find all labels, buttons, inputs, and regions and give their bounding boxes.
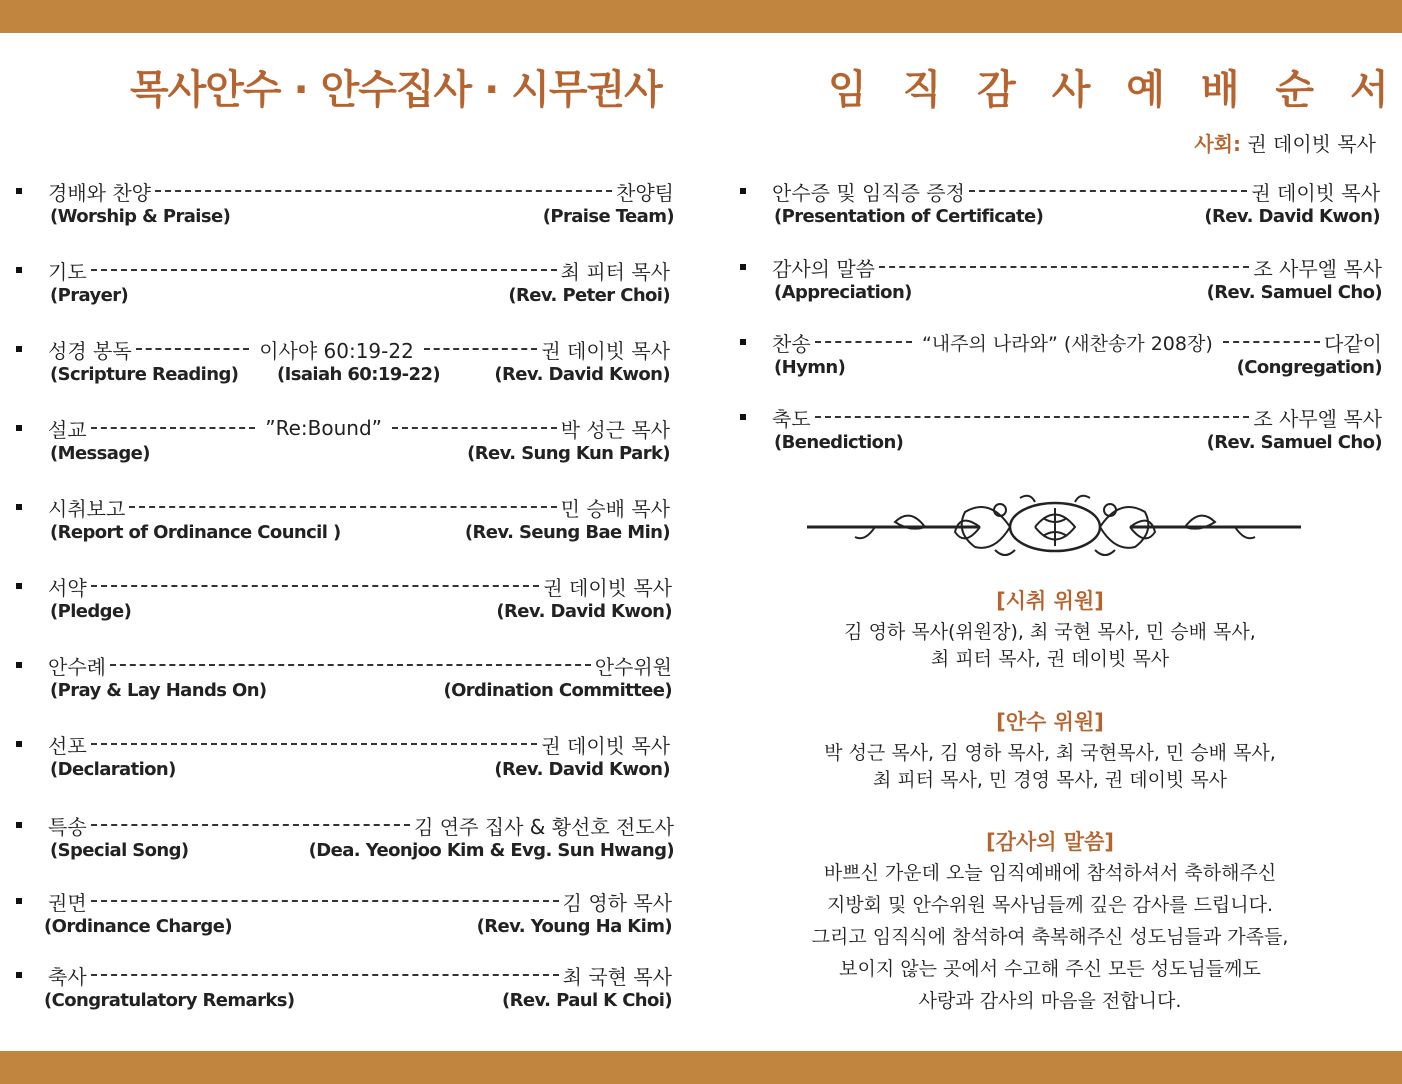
item-title-en: (Hymn) <box>774 357 846 378</box>
item-leader-en: (Ordination Committee) <box>443 680 672 701</box>
item-title-en: (Declaration) <box>50 759 176 780</box>
dash-leader <box>392 427 557 429</box>
dash-leader <box>136 348 250 350</box>
ordination-line: 최 피터 목사, 민 경영 목사, 권 데이빗 목사 <box>872 769 1228 791</box>
item-leader-ko: 다같이 <box>1324 331 1382 356</box>
bottom-band <box>0 1051 1402 1084</box>
presider-label: 사회: <box>1194 132 1241 156</box>
dash-leader <box>91 269 557 271</box>
item-title-ko: 선포 <box>48 733 87 758</box>
dash-leader <box>879 266 1249 268</box>
thanks-line: 보이지 않는 곳에서 수고해 주신 모든 성도님들께도 <box>839 958 1261 980</box>
item-title-en: (Congratulatory Remarks) <box>44 990 295 1011</box>
item-title-ko: 성경 봉독 <box>48 338 132 363</box>
bullet-icon <box>16 972 22 978</box>
bullet-icon <box>16 662 22 668</box>
item-title-ko: 감사의 말씀 <box>772 256 875 281</box>
item-title-en: (Benediction) <box>774 432 904 453</box>
item-leader-ko: 최 국현 목사 <box>562 964 672 989</box>
bullet-icon <box>16 898 22 904</box>
item-leader-en: (Rev. Seung Bae Min) <box>464 522 670 543</box>
program-item <box>16 652 672 712</box>
dash-leader <box>129 506 556 508</box>
item-leader-ko: 최 피터 목사 <box>560 259 670 284</box>
program-item <box>16 731 670 791</box>
item-leader-en: (Rev. Samuel Cho) <box>1206 282 1382 303</box>
item-title-ko: 찬송 <box>772 331 811 356</box>
item-title-en: (Appreciation) <box>774 282 912 303</box>
item-title-ko: 축도 <box>772 406 811 431</box>
item-reference: ”Re:Bound” <box>265 416 383 440</box>
item-leader-en: (Praise Team) <box>542 206 674 227</box>
program-item <box>740 254 1382 314</box>
ordination-committee-title: [안수 위원] <box>996 710 1104 734</box>
item-title-ko: 시취보고 <box>48 496 126 521</box>
bullet-icon <box>16 267 22 273</box>
item-leader-ko: 박 성근 목사 <box>560 417 670 442</box>
top-band <box>0 0 1402 33</box>
item-title-en: (Worship & Praise) <box>50 206 231 227</box>
dash-leader <box>91 974 559 976</box>
dash-leader <box>91 900 559 902</box>
right-page-title: 임 직 감 사 예 배 순 서 <box>828 67 1393 113</box>
item-leader-en: (Rev. Samuel Cho) <box>1206 432 1382 453</box>
item-title-ko: 축사 <box>48 964 87 989</box>
thanks-title: [감사의 말씀] <box>986 830 1114 854</box>
ordination-line: 박 성근 목사, 김 영하 목사, 최 국현목사, 민 승배 목사, <box>824 742 1276 764</box>
item-title-en: (Pledge) <box>50 601 132 622</box>
dash-leader <box>91 743 538 745</box>
program-item <box>16 257 670 317</box>
dash-leader <box>110 664 591 666</box>
dash-leader <box>815 341 912 343</box>
item-title-ko: 특송 <box>48 814 87 839</box>
item-leader-ko: 김 영하 목사 <box>562 890 672 915</box>
item-leader-ko: 민 승배 목사 <box>560 496 670 521</box>
dash-leader <box>155 190 612 192</box>
item-title-en: (Prayer) <box>50 285 129 306</box>
item-leader-ko: 권 데이빗 목사 <box>1251 180 1380 205</box>
program-item <box>16 812 674 872</box>
examiners-line: 최 피터 목사, 권 데이빗 목사 <box>930 648 1170 670</box>
bullet-icon <box>16 583 22 589</box>
bullet-icon <box>16 504 22 510</box>
left-page-title: 목사안수 · 안수집사 · 시무권사 <box>130 67 662 113</box>
item-title-ko: 안수례 <box>48 654 106 679</box>
item-leader-en: (Rev. David Kwon) <box>494 759 670 780</box>
item-leader-ko: 권 데이빗 목사 <box>541 733 670 758</box>
dash-leader <box>91 427 256 429</box>
item-title-en: (Message) <box>50 443 150 464</box>
item-leader-en: (Congregation) <box>1236 357 1382 378</box>
item-title-en: (Special Song) <box>50 840 189 861</box>
item-leader-ko: 권 데이빗 목사 <box>543 575 672 600</box>
item-reference: 이사야 60:19-22 <box>259 338 414 363</box>
item-leader-ko: 조 사무엘 목사 <box>1253 256 1382 281</box>
program-item <box>740 404 1382 464</box>
dash-leader <box>424 348 538 350</box>
item-leader-en: (Rev. David Kwon) <box>496 601 672 622</box>
item-leader-en: (Rev. David Kwon) <box>1204 206 1380 227</box>
program-item <box>740 329 1382 389</box>
dash-leader <box>91 824 410 826</box>
item-title-ko: 서약 <box>48 575 87 600</box>
item-title-ko: 기도 <box>48 259 87 284</box>
dash-leader <box>1223 341 1320 343</box>
presider <box>1194 128 1376 157</box>
item-leader-ko: 찬양팀 <box>616 180 674 205</box>
thanks-line: 지방회 및 안수위원 목사님들께 깊은 감사를 드립니다. <box>826 894 1274 916</box>
bullet-icon <box>16 741 22 747</box>
dash-leader <box>969 190 1247 192</box>
bullet-icon <box>740 188 746 194</box>
item-leader-ko: 안수위원 <box>594 654 672 679</box>
ordination-committee-list <box>760 740 1340 794</box>
item-reference: “내주의 나라와” (새찬송가 208장) <box>921 332 1213 355</box>
examiners-title: [시취 위원] <box>996 589 1104 613</box>
dash-leader <box>815 416 1250 418</box>
item-title-en: (Report of Ordinance Council ) <box>50 522 341 543</box>
program-item <box>16 494 670 554</box>
bullet-icon <box>740 264 746 270</box>
thanks-line: 바쁘신 가운데 오늘 임직예배에 참석하셔서 축하해주신 <box>823 862 1277 884</box>
item-title-en: (Pray & Lay Hands On) <box>50 680 267 701</box>
program-item <box>16 573 672 633</box>
item-title-en: (Presentation of Certificate) <box>774 206 1044 227</box>
bullet-icon <box>16 188 22 194</box>
examiners-list <box>760 619 1340 673</box>
thanks-message <box>760 857 1340 1017</box>
bullet-icon <box>16 346 22 352</box>
item-leader-en: (Rev. Paul K Choi) <box>502 990 672 1011</box>
vine-ornament-icon <box>805 490 1305 570</box>
dash-leader <box>91 585 540 587</box>
item-title-ko: 권면 <box>48 890 87 915</box>
item-leader-en: (Rev. Young Ha Kim) <box>476 916 672 937</box>
item-leader-en: (Rev. David Kwon) <box>494 364 670 385</box>
program-item <box>16 336 670 396</box>
item-leader-ko: 권 데이빗 목사 <box>541 338 670 363</box>
item-title-ko: 설교 <box>48 417 87 442</box>
bullet-icon <box>16 822 22 828</box>
program-item <box>16 178 674 238</box>
item-title-ko: 안수증 및 임직증 증정 <box>772 180 965 205</box>
item-leader-ko: 김 연주 집사 & 황선호 전도사 <box>414 814 674 839</box>
thanks-line: 그리고 임직식에 참석하여 축복해주신 성도님들과 가족들, <box>811 926 1289 948</box>
item-leader-en: (Rev. Peter Choi) <box>508 285 670 306</box>
item-leader-en: (Dea. Yeonjoo Kim & Evg. Sun Hwang) <box>308 840 674 861</box>
bullet-icon <box>740 414 746 420</box>
program-item <box>16 888 672 948</box>
bullet-icon <box>16 425 22 431</box>
item-reference-en: (Isaiah 60:19-22) <box>277 364 441 385</box>
program-item <box>16 415 670 475</box>
item-title-ko: 경배와 찬양 <box>48 180 151 205</box>
item-title-en: (Ordinance Charge) <box>44 916 232 937</box>
item-leader-ko: 조 사무엘 목사 <box>1253 406 1382 431</box>
thanks-line: 사랑과 감사의 마음을 전합니다. <box>918 990 1182 1012</box>
program-item <box>740 178 1380 238</box>
bullet-icon <box>740 339 746 345</box>
item-title-en: (Scripture Reading) <box>50 364 239 385</box>
item-leader-en: (Rev. Sung Kun Park) <box>467 443 670 464</box>
program-item <box>16 962 672 1022</box>
presider-name: 권 데이빗 목사 <box>1247 132 1376 156</box>
examiners-line: 김 영하 목사(위원장), 최 국현 목사, 민 승배 목사, <box>844 621 1256 643</box>
